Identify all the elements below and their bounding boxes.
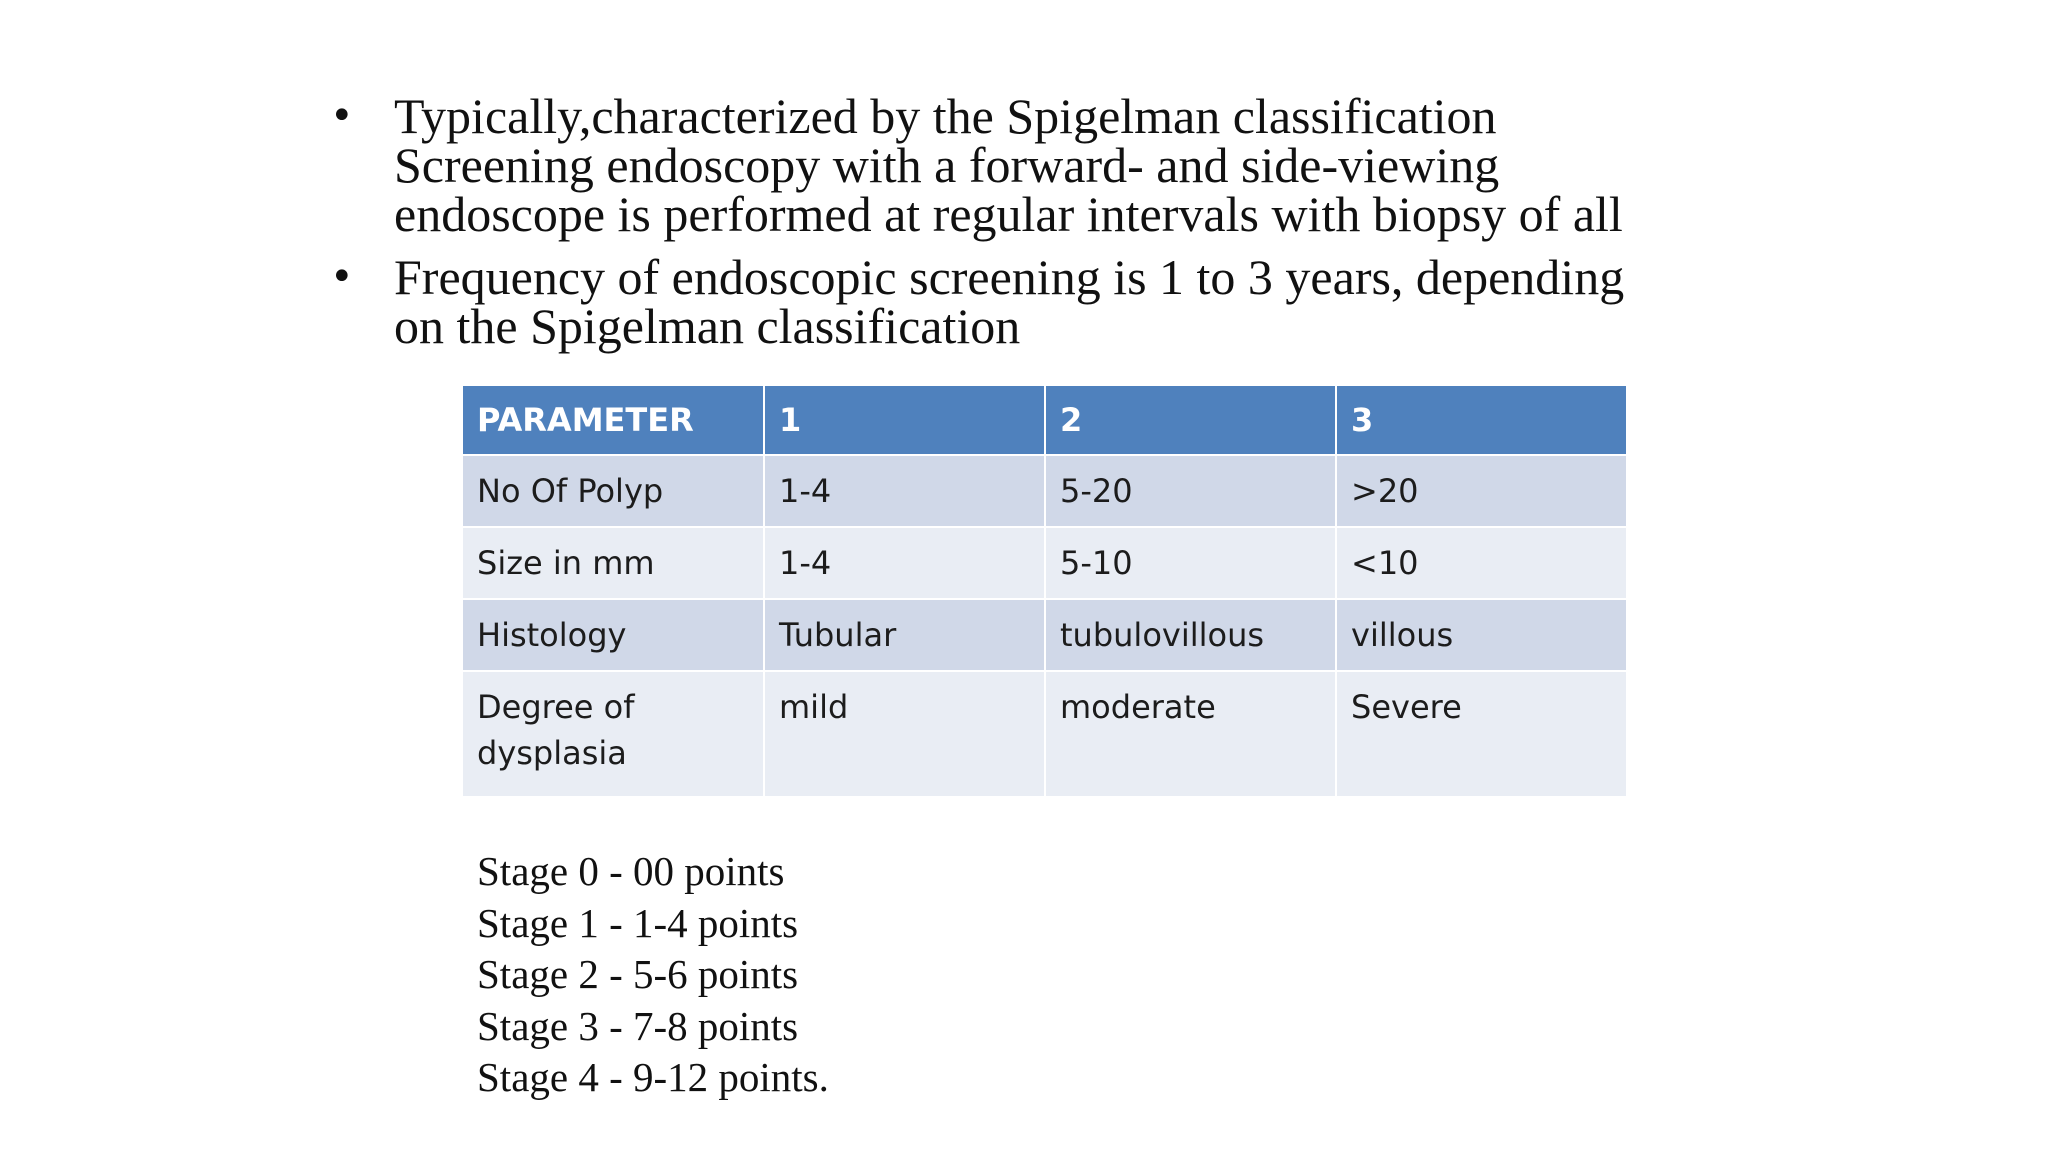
table-cell: 5-10: [1045, 527, 1336, 599]
table-header-cell: 1: [764, 385, 1045, 455]
table-cell: mild: [764, 671, 1045, 797]
stage-item: Stage 2 - 5-6 points: [477, 951, 799, 997]
table-header-cell: 3: [1336, 385, 1627, 455]
bullet-text-line: Frequency of endoscopic screening is 1 to 3 years, depending: [394, 249, 1625, 305]
table-cell: <10: [1336, 527, 1627, 599]
table-cell: Histology: [462, 599, 764, 671]
bullet-text-line: on the Spigelman classification: [394, 298, 1021, 354]
stage-item: Stage 1 - 1-4 points: [477, 899, 799, 946]
table-cell: Severe: [1336, 671, 1627, 797]
table-cell: moderate: [1045, 671, 1336, 797]
stage-item: Stage 0 - 00 points: [477, 848, 785, 894]
spigelman-table: [461, 384, 1628, 798]
table-cell: villous: [1336, 599, 1627, 671]
table-cell: 1-4: [764, 455, 1045, 527]
bullet-text-line: Screening endoscopy with a forward- and side-viewing: [394, 137, 1500, 193]
table-cell: 1-4: [764, 527, 1045, 599]
table-header-row: [462, 385, 1627, 455]
stage-list: [477, 846, 829, 1104]
stage-item: Stage 3 - 7-8 points: [477, 1002, 799, 1049]
table-row: [462, 455, 1627, 527]
table-cell: Degree of dysplasia: [462, 671, 764, 797]
table-row: [462, 671, 1627, 797]
bullet-text-line: endoscope is performed at regular intervals with biopsy of all: [394, 186, 1623, 242]
bullet-item: [330, 88, 1730, 242]
bullet-text-line: Typically,characterized by the Spigelman classification: [394, 88, 1497, 144]
bullet-list: [330, 88, 1730, 365]
table-row: [462, 599, 1627, 671]
stage-item: Stage 4 - 9-12 points.: [477, 1054, 829, 1100]
table-cell: tubulovillous: [1045, 599, 1336, 671]
table-cell: Size in mm: [462, 527, 764, 599]
table-cell: Tubular: [764, 599, 1045, 671]
bullet-icon: •: [330, 254, 354, 300]
table-cell: >20: [1336, 455, 1627, 527]
table-row: [462, 527, 1627, 599]
table-cell: No Of Polyp: [462, 455, 764, 527]
table-header-cell: 2: [1045, 385, 1336, 455]
table-cell: 5-20: [1045, 455, 1336, 527]
bullet-item: [330, 249, 1730, 354]
bullet-icon: •: [330, 93, 354, 139]
table-header-cell: PARAMETER: [462, 385, 764, 455]
